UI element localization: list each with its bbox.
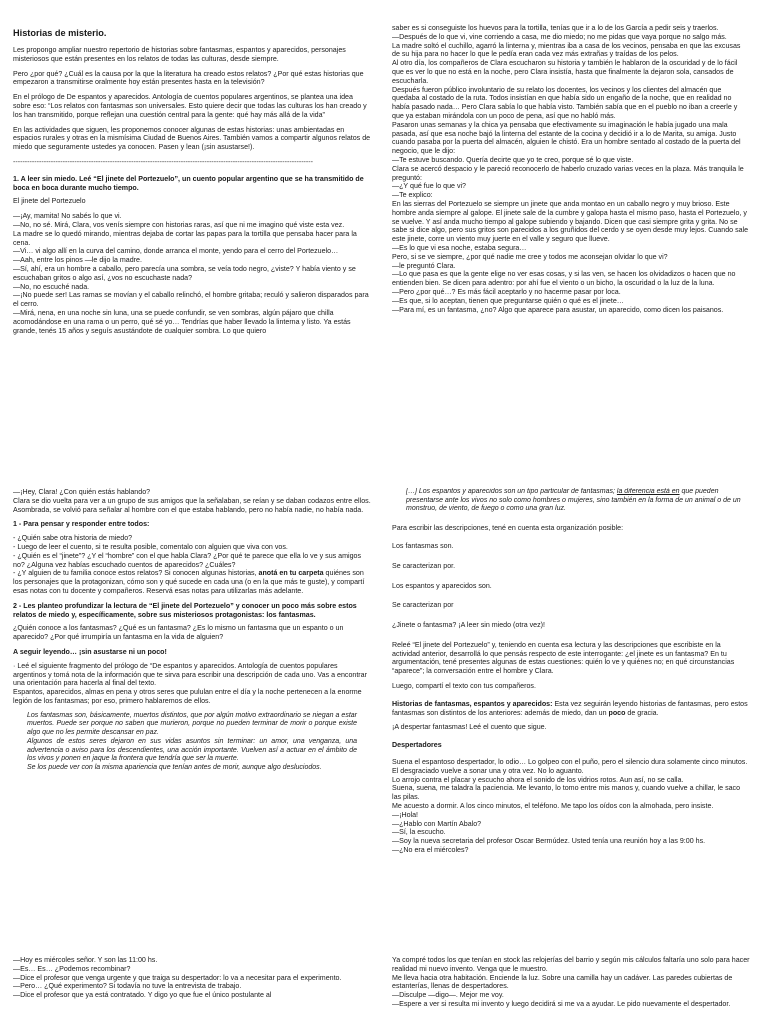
paragraph: ¿Quién conoce a los fantasmas? ¿Qué es un fantasma? ¿Es lo mismo un fantasma que un espanto o un aparecido? ¿Por qué irrumpiría un fantasma en la vida de alguien?	[13, 624, 344, 642]
story-line: Suena el espantoso despertador, lo odio… Lo golpeo con el puño, pero el silencio dura solamente cinco minutos. El desgraciado vuelve a sonar una y otra vez. No lo aguanto.	[392, 758, 748, 775]
quote-text: que pueden presentarse ante los vivos no solo como hombres o mujeres, sino también en la forma de un animal o de un monstruo, de viento, de fuego o como una gran luz.	[406, 488, 741, 513]
paragraph-emphasis: poco	[608, 708, 626, 717]
document-page-3	[13, 488, 371, 913]
quote-line: Se los puede ver con la misma apariencia que tenían antes de morir, aunque algo desluciodos.	[27, 763, 322, 771]
separator-line: -------------------------------------------------------------------------------------------------------------------------------	[13, 157, 314, 166]
story-line: —¡No puede ser! Las ramas se movían y el caballo relinchó, el hombre gritaba; reculó y salieron disparados para el cerro.	[13, 291, 369, 309]
section-heading: 1 - Para pensar y responder entre todos:	[13, 520, 150, 529]
question-text: - ¿Y alguien de tu familia conoce estos relatos? Si conocen algunas historias,	[13, 569, 259, 578]
story-line: —Dice el profesor que venga urgente y que traiga su despertador: lo va a necesitar para el experimento.	[13, 973, 342, 982]
prologue-quote	[27, 712, 357, 773]
story-line: Lo arrojo contra el placar y escucho ahora el sonido de los vidrios rotos. Aun así, no se calla.	[392, 775, 684, 784]
story-line: —Soy la nueva secretaria del profesor Oscar Bermúdez. Usted tenía una reunión hoy a las 9:00 hs.	[392, 837, 706, 846]
story-line: —Dice el profesor que ya está contratado. Y digo yo que fue el único postulante al	[13, 991, 272, 1000]
paragraph: Les propongo ampliar nuestro repertorio de historias sobre fantasmas, espantos y aparecidos, personajes misteriosos que están presentes en los relatos de todas las culturas, desde siempre.	[13, 46, 346, 63]
story-line: Me acuesto a dormir. A los cinco minutos, el teléfono. Me tapo los oídos con la almohada, pero insiste.	[392, 802, 714, 811]
story-line: La madre soltó el cuchillo, agarró la linterna y, mientras iba a casa de los vecinos, pensaba en que las excusas de su hija para no hacer lo que le pedía eran cada vez más extrañas y traídas de los pelos.	[392, 41, 741, 59]
story-line: —Hoy es miércoles señor. Y son las 11:00 hs.	[13, 956, 158, 964]
list-item: - ¿Quién es el “jinete”? ¿Y el “hombre” con el que habla Clara? ¿Por qué te parece que ella lo ve y sus amigos no? ¿Alguna vez habías escuchado cuentos de aparecidos? ¿Cuáles?	[13, 551, 362, 569]
story-line: —Pero ¿por qué…? Es más fácil aceptarlo y no hacerme pasar por loca.	[392, 287, 621, 296]
prologue-quote	[406, 488, 742, 514]
story-line: —Después de lo que vi, vine corriendo a casa, me dio miedo; no me pidas que vaya porque no salgo más.	[392, 32, 727, 41]
paragraph-text: Esta vez seguirán leyendo historias de fantasmas, pero estos fantasmas son distintos de los anteriores: además de miedo, dan un	[392, 699, 748, 717]
activity-heading: 1. A leer sin miedo. Leé “El jinete del Portezuelo”, un cuento popular argentino que se ha transmitido de boca en boca durante mucho tiempo.	[13, 174, 364, 192]
story-line: En las sierras del Portezuelo se siempre un jinete que anda montao en un caballo negro y muy brioso. Este hombre anda siempre al galope. El jinete sale de la cumbre y galopa hasta el mismo paso, hasta el Portezuelo, y se vuelve. Y así anda mucho tiempo al galope subiendo y bajando. Dicen que casi siempre grita y grita. No se sabe si dice algo, pero sus gritos son parecidos a los gruñidos del cerdo y se oyen desde muy lejos. Cuando sale este jinete, corre un viento muy juerte en el valle y seguro que llueve.	[392, 199, 749, 244]
story-line: —Vi… vi algo allí en la curva del camino, donde arranca el monte, yendo para el cerro del Portezuelo…	[13, 247, 339, 256]
story-line: —¿No era el miércoles?	[392, 846, 469, 855]
story-line: Pero, si se ve siempre, ¿por qué nadie me cree y todos me aconsejan olvidar lo que vi?	[392, 252, 668, 261]
story-line: Clara se dio vuelta para ver a un grupo de sus amigos que la señalaban, se reían y se daban codazos entre ellos. Asombrada, se volvió para señalar al hombre con el que estaba hablando, pero no había nadie, no había nada.	[13, 496, 371, 514]
question-text: quiénes son los personajes que la protagonizan, cómo son y qué sucede en cada una (o en la que más te guste), y compartí esas notas con tu docente y compañeros. Reservá esas notas para utilizarlas más adelante.	[13, 569, 365, 595]
template-line: ¿Jinete o fantasma? ¡A leer sin miedo (otra vez)!	[392, 621, 545, 630]
story-line: —¿Hablo con Martín Abalo?	[392, 819, 482, 828]
story-line: Al otro día, los compañeros de Clara escucharon su historia y también le hablaron de la oscuridad y de lo fácil que es ver lo que no está en la noche, pero Clara insistía, hasta que finalmente la dejaron sola, cansados de escucharla.	[392, 59, 738, 85]
quote-line: Algunos de estos seres dejaron en sus vidas asuntos sin terminar: un amor, una venganza, una advertencia o aviso para los descendientes, una acción importante. Vuelven así a actuar en el ámbito de los vivos y ponen en jaque la frontera que tendría que ser la muerte.	[27, 737, 357, 763]
paragraph: Pero ¿por qué? ¿Cuál es la causa por la que la literatura ha creado estos relatos? ¿Por qué estas historias que empezaron a transmitirse oralmente hoy están presentes hasta en la televisión?	[13, 69, 364, 87]
paragraph-text: de gracia.	[625, 708, 659, 717]
story-line: —Para mí, es un fantasma, ¿no? Algo que aparece para asustar, un aparecido, como dicen los paisanos.	[392, 305, 724, 314]
instruction: Para escribir las descripciones, tené en cuenta esta organización posible:	[392, 524, 624, 533]
story-line: Me lleva hacia otra habitación. Enciende la luz. Sobre una camilla hay un cadáver. Las paredes cubiertas de estanterías, llenas de despertadores.	[392, 973, 733, 991]
story-line: —Pero… ¿Qué experimento? Si todavía no tuve la entrevista de trabajo.	[13, 982, 242, 991]
paragraph: Luego, compartí el texto con tus compañeros.	[392, 682, 536, 691]
story-title: El jinete del Portezuelo	[13, 197, 86, 206]
paragraph: ¡A despertar fantasmas! Leé el cuento que sigue.	[392, 723, 547, 732]
paragraph: Espantos, aparecidos, almas en pena y otros seres que pululan entre el día y la noche pertenecen a la enorme legión de los fantasmas; por eso, primero hablaremos de ellos.	[13, 688, 362, 705]
story-line: —Te estuve buscando. Quería decirte que yo te creo, porque sé lo que viste.	[392, 155, 634, 164]
story-line: La madre se lo quedó mirando, mientras dejaba de cortar las papas para la tortilla que pensaba hacer para la cena.	[13, 229, 357, 247]
story-line: —Disculpe —digo—. Mejor me voy.	[392, 991, 504, 1000]
paragraph	[392, 700, 750, 718]
document-page-2	[392, 24, 750, 464]
story-line: —Sí, ahí, era un hombre a caballo, pero parecía una sombra, se veía todo negro, ¿viste? Y había viento y se escuchaban gritos o algo así, ¿vos no escuchaste nada?	[13, 264, 356, 282]
story-line: Ya compré todos los que tenían en stock las relojerías del barrio y según mis cálculos faltaría uno solo para hacer realidad mi nuevo invento. Venga que le muestro.	[392, 956, 750, 973]
story-line: —¡Hey, Clara! ¿Con quién estás hablando?	[13, 488, 151, 496]
story-title: Despertadores	[392, 741, 442, 750]
question-list	[13, 534, 371, 596]
list-item: - Luego de leer el cuento, si te resulta posible, comentalo con alguien que viva con vos.	[13, 542, 288, 551]
template-line: Se caracterizan por.	[392, 561, 456, 570]
story-line: —Es… Es… ¿Podemos recombinar?	[13, 964, 131, 973]
paragraph: En las actividades que siguen, les proponemos conocer algunas de estas historias: unas ambientadas en espacios rurales y otras en la mismísima Ciudad de Buenos Aires. También vamos a compartir algunos relatos de miedo que seguramente ustedes ya conocen. Pasen y lean (¡sin asustarse!).	[13, 125, 371, 152]
document-page-6	[392, 956, 750, 1024]
document-page-5	[13, 956, 371, 1024]
story-line: saber es si conseguiste los huevos para la tortilla, tenías que ir a lo de los García a pedir seis y traerlos.	[392, 24, 719, 32]
section-heading: 2 - Les planteo profundizar la lectura de “El jinete del Portezuelo” y conocer un poco más sobre estos relatos de miedo y, específicamente, sobre sus misteriosos protagonistas: los fantasmas.	[13, 601, 357, 619]
story-line: Después fueron público involuntario de su relato los docentes, los vecinos y los clientes del almacén que quedaba al costado de la ruta. Todos insistían en que había sido un engaño de la noche, que en realidad no había pasado nada… Pero Clara sabía lo que había visto. También sabía que en el pueblo no iban a creerle y que ya estaban mirándola con un poco de pena, así que no habló más.	[392, 85, 738, 120]
story-line: —No, no sé. Mirá, Clara, vos venís siempre con historias raras, así que ni me imagino qué viste esta vez.	[13, 220, 345, 229]
list-item: - ¿Quién sabe otra historia de miedo?	[13, 534, 133, 543]
story-line: —Es que, si lo aceptan, tienen que preguntarse quién o qué es el jinete…	[392, 296, 624, 305]
quote-text: […] Los espantos y aparecidos son un tipo particular de fantasmas;	[406, 488, 617, 495]
paragraph: En el prólogo de De espantos y aparecidos. Antología de cuentos populares argentinos, se plantea una idea sobre eso: “Los relatos con fantasmas son universales. Esto quiere decir que todas las culturas los han creado y los han transmitido, porque reflejan una cuestión central para la gente: qué hay más allá de la vida”	[13, 93, 367, 119]
document-title: Historias de misterio.	[13, 28, 107, 38]
story-line: —Te explico:	[392, 191, 433, 200]
story-line: —Sí, la escucho.	[392, 828, 446, 837]
story-line: Pasaron unas semanas y la chica ya pensaba que efectivamente su imaginación le había jugado una mala pasada, así que esa noche bajó la linterna del estante de la cocina y decidió ir a lo de Marita, su amiga. Justo cuando pasaba por la puerta del almacén, alguien le chistó. Era un hombre sentado al costado de la puerta del negocio, que le dijo:	[392, 120, 741, 156]
story-line: —Aah, entre los pinos —le dijo la madre.	[13, 256, 142, 265]
template-line: Los fantasmas son.	[392, 541, 454, 550]
question-emphasis: anotá en tu carpeta	[258, 569, 324, 578]
paragraph: · Leé el siguiente fragmento del prólogo de “De espantos y aparecidos. Antología de cuentos populares argentinos y tomá nota de la información que te sirva para escribir una descripción de cada uno. Vas a encontrar una orientación para hacerla al final del texto.	[13, 661, 367, 688]
template-line: Los espantos y aparecidos son.	[392, 581, 492, 590]
document-page-1	[13, 24, 371, 464]
story-line: —Lo que pasa es que la gente elige no ver esas cosas, y si las ven, se hacen los olvidadizos o hacen que no entienden bien. Se dicen para adentro: por ahí fue el viento o un bicho, la oscuridad o la luz de la luna.	[392, 270, 736, 288]
story-line: —¡Ay, mamita! No sabés lo que vi.	[13, 212, 122, 221]
story-line: —¡Hola!	[392, 810, 419, 819]
story-line: —le preguntó Clara.	[392, 261, 456, 270]
section-heading: A seguir leyendo… ¡sin asustarse ni un poco!	[13, 647, 167, 656]
story-line: Clara se acercó despacio y le pareció reconocerlo de haberlo cruzado varias veces en la plaza. Más tranquila le preguntó:	[392, 164, 744, 182]
paragraph: Releé “El jinete del Portezuelo” y, teniendo en cuenta esa lectura y las descripciones que escribiste en la actividad anterior, desarrollá lo que pensás respecto de este interrogante: ¿el jinete es un fantasma? En tu argumentación, tené presentes algunas de estas cuestiones: quién lo ve y quiénes no; en qué circunstancias “aparece”; la conversación entre el hombre y Clara.	[392, 640, 735, 676]
story-line: —Espere a ver si resulta mi invento y luego decidirá si me va a ayudar. Le pido nuevamente el despertador.	[392, 999, 731, 1008]
quote-line: Los fantasmas son, básicamente, muertos distintos, que por algún motivo extraordinario se niegan a estar muertos. Puede ser porque no saben que murieron, porque no pueden terminar de morir o porque existe algo que no les permite descansar en paz.	[27, 711, 357, 737]
list-item	[13, 569, 371, 595]
section-label: Historias de fantasmas, espantos y aparecidos:	[392, 699, 553, 708]
story-line: Suena, suena, me taladra la paciencia. Me levanto, lo tomo entre mis manos y, cuando vuelve a chillar, le saco las pilas.	[392, 784, 741, 802]
document-page-4	[392, 488, 750, 913]
template-line: Se caracterizan por	[392, 601, 454, 610]
story-line: —Mirá, nena, en una noche sin luna, una se puede confundir, se ven sombras, algún pájaro que chilla acomodándose en una rama o un perro, qué sé yo… Tendrías que haber llevado la linterna y listo. Ya estás grande, tenés 15 años y seguís asustándote de cualquier sombra. Lo que quiero	[13, 308, 351, 335]
story-line: —No, no escuché nada.	[13, 282, 90, 291]
story-line: —¿Y qué fue lo que vi?	[392, 182, 467, 191]
story-line: —Es lo que vi esa noche, estaba segura…	[392, 243, 527, 252]
quote-emphasis: la diferencia está en	[616, 488, 680, 495]
